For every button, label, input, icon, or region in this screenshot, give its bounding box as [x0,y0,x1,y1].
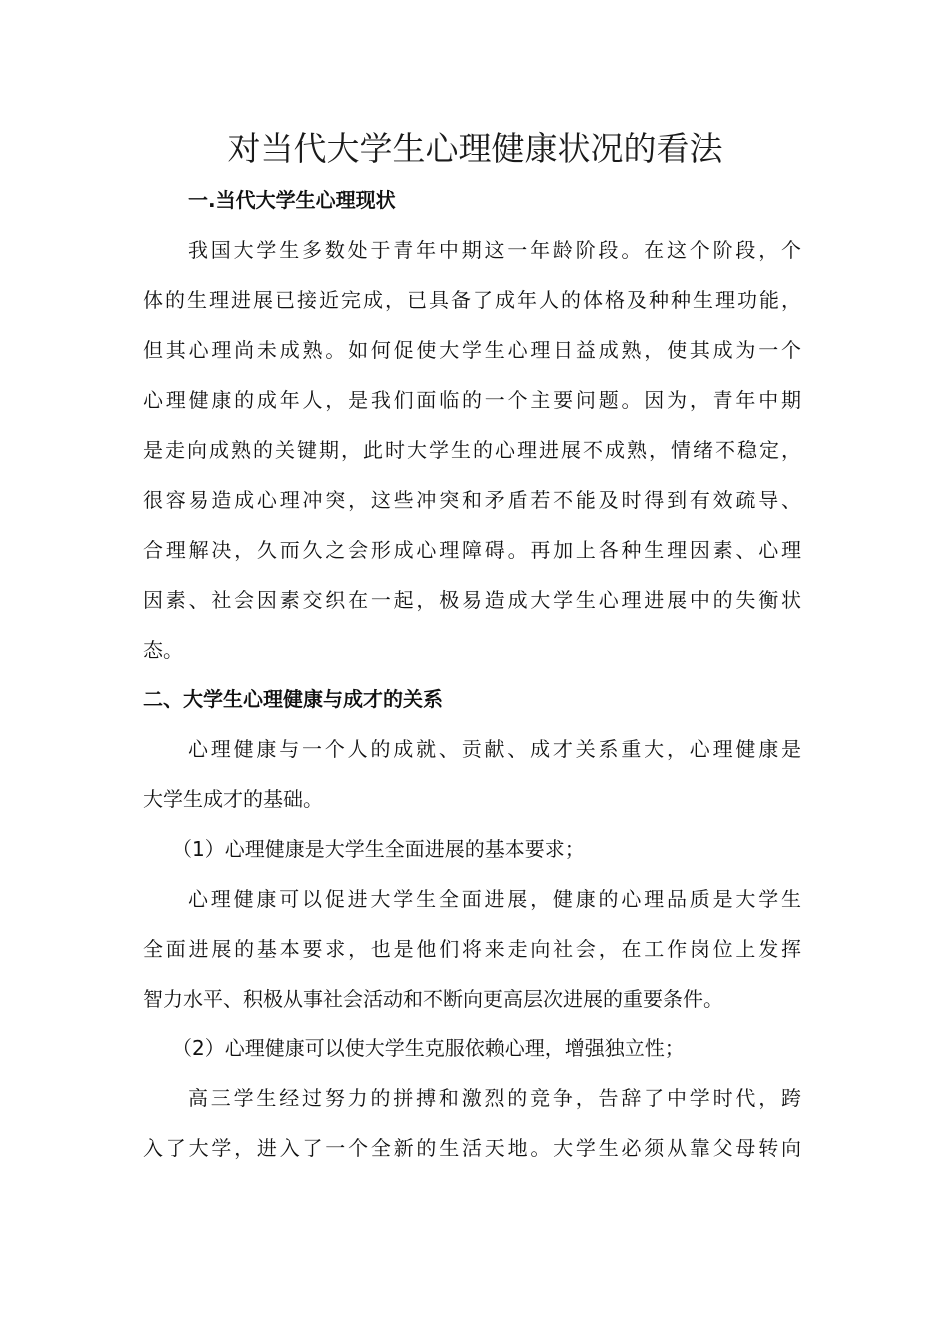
point-2-line: 入了大学，进入了一个全新的生活天地。大学生必须从靠父母转向 [143,1136,801,1160]
section-2-heading: 二、大学生心理健康与成才的关系 [143,687,443,711]
section-2-line: 心理健康与一个人的成就、贡献、成才关系重大，心理健康是 [188,737,801,761]
section-1-line: 很容易造成心理冲突，这些冲突和矛盾若不能及时得到有效疏导、 [143,488,801,512]
point-2-heading: （2）心理健康可以使大学生克服依赖心理，增强独立性； [172,1036,685,1060]
point-1-line: 智力水平、积极从事社会活动和不断向更高层次进展的重要条件。 [143,987,723,1011]
point-1-heading: （1）心理健康是大学生全面进展的基本要求； [172,837,585,861]
section-2-line: 大学生成才的基础。 [143,787,323,811]
section-1-line: 我国大学生多数处于青年中期这一年龄阶段。在这个阶段，个 [188,238,801,262]
document-title: 对当代大学生心理健康状况的看法 [227,129,723,168]
section-1-line: 因素、社会因素交织在一起，极易造成大学生心理进展中的失衡状 [143,588,801,612]
section-1-line: 体的生理进展已接近完成，已具备了成年人的体格及种种生理功能， [143,288,801,312]
section-1-line: 心理健康的成年人，是我们面临的一个主要问题。因为，青年中期 [143,388,801,412]
point-1-line: 全面进展的基本要求，也是他们将来走向社会，在工作岗位上发挥 [143,937,801,961]
section-1-heading: 一.当代大学生心理现状 [188,188,396,212]
section-1-line: 合理解决，久而久之会形成心理障碍。再加上各种生理因素、心理 [143,538,801,562]
point-2-line: 高三学生经过努力的拼搏和激烈的竞争，告辞了中学时代，跨 [188,1086,801,1110]
point-1-line: 心理健康可以促进大学生全面进展，健康的心理品质是大学生 [188,887,801,911]
section-1-line: 但其心理尚未成熟。如何促使大学生心理日益成熟，使其成为一个 [143,338,801,362]
section-1-line: 态。 [143,638,183,662]
section-1-line: 是走向成熟的关键期，此时大学生的心理进展不成熟，情绪不稳定， [143,438,801,462]
